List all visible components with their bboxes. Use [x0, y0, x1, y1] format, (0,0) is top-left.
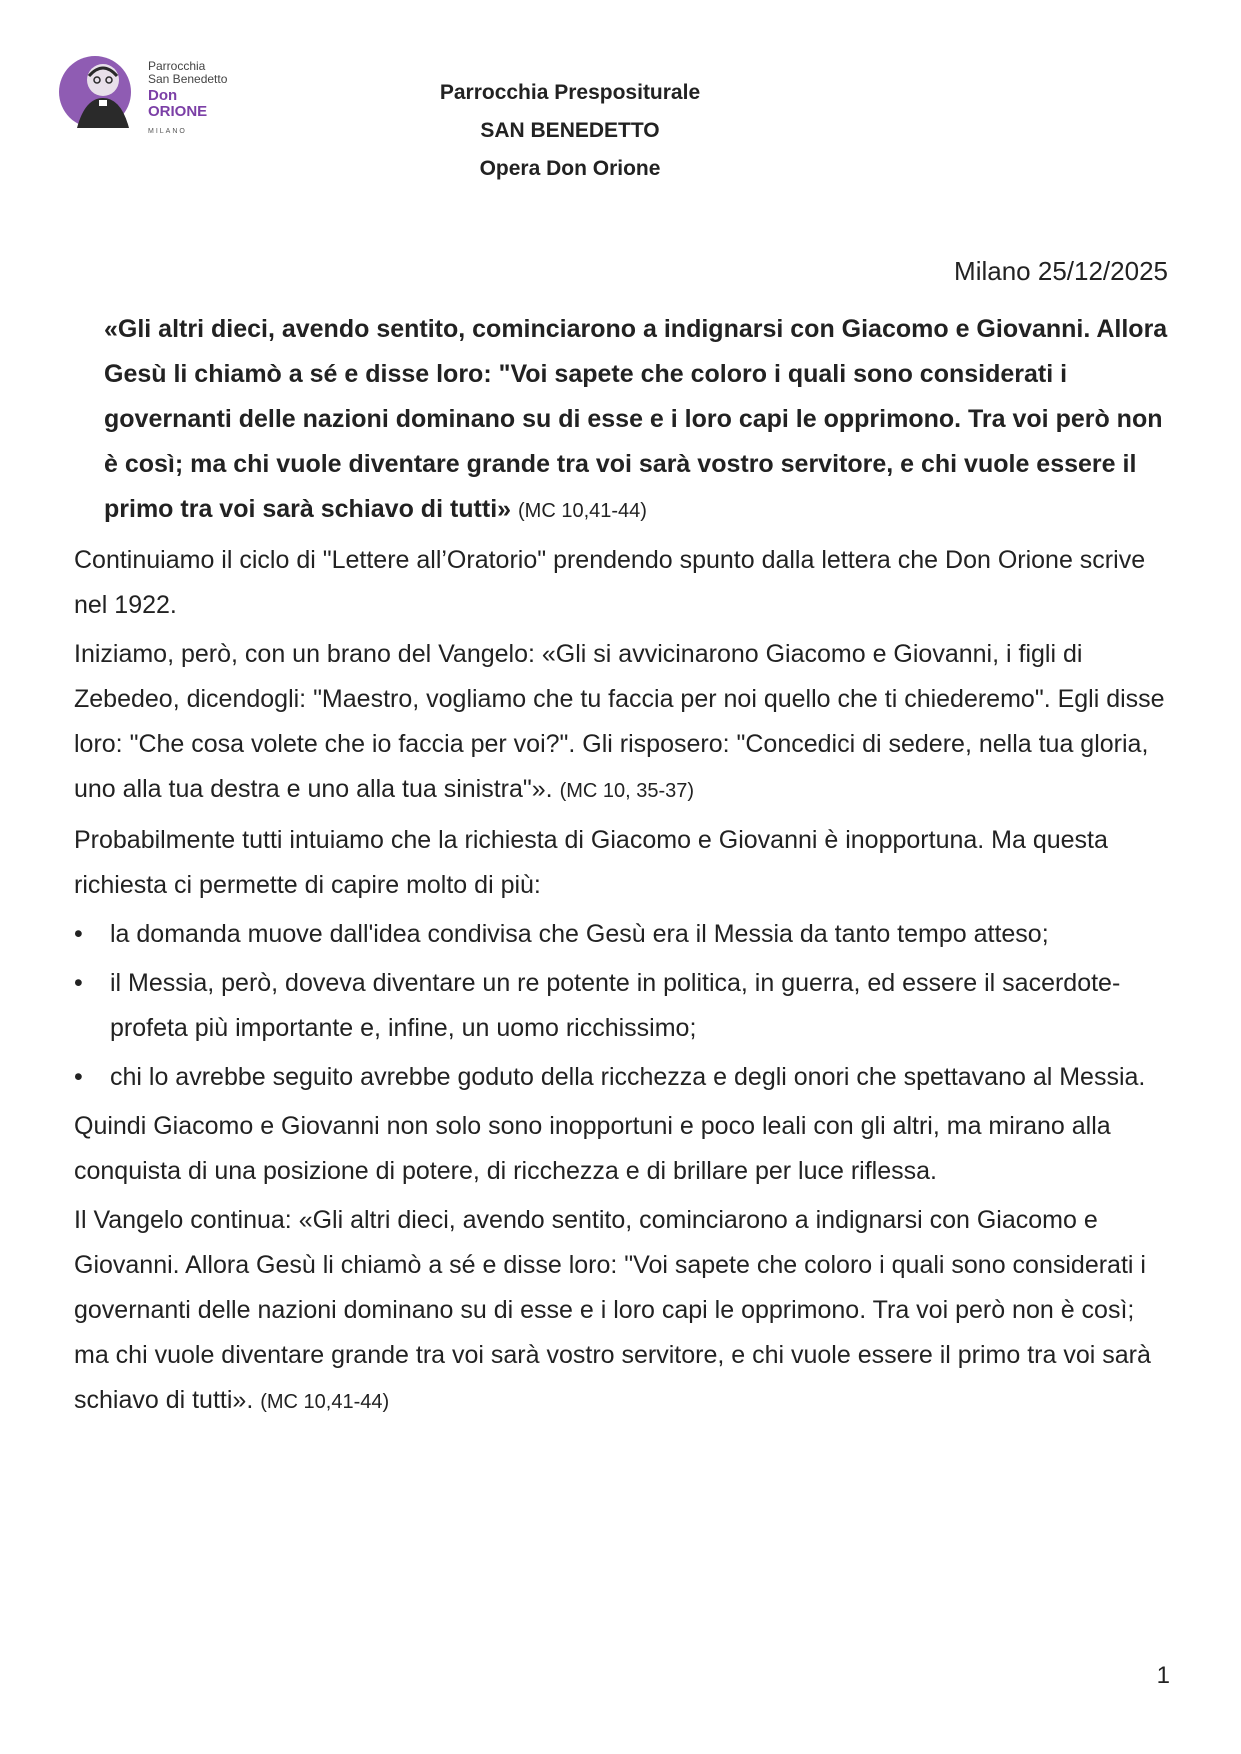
paragraph-gospel-passage	[74, 632, 1168, 814]
bullet-icon: •	[74, 969, 83, 997]
paragraph-request: Probabilmente tutti intuiamo che la richiesta di Giacomo e Giovanni è inopportuna. Ma questa richiesta ci permette di capire molto di più:	[74, 826, 1108, 899]
gospel-passage-reference: (MC 10, 35-37)	[559, 780, 695, 802]
logo-line-orione: ORIONE	[148, 103, 208, 120]
header-parish-name: SAN BENEDETTO	[480, 119, 660, 142]
opening-quote-text: «Gli altri dieci, avendo sentito, cominciarono a indignarsi con Giacomo e Giovanni. Allora Gesù li chiamò a sé e disse loro: "Voi sapete che coloro i quali sono considerati i governanti delle nazioni dominano su di esse e i loro capi le opprimono. Tra voi però non è così; ma chi vuole diventare grande tra voi sarà vostro servitore, e chi vuole essere il primo tra voi sarà schiavo di tutti»	[104, 315, 1168, 523]
logo-line-san-benedetto: San Benedetto	[148, 72, 228, 86]
parish-logo	[55, 50, 265, 145]
list-item	[74, 912, 1168, 957]
logo-line-milano: MILANO	[148, 128, 187, 135]
list-item-text: la domanda muove dall'idea condivisa che Gesù era il Messia da tanto tempo atteso;	[110, 920, 1049, 948]
opening-quote-reference: (MC 10,41-44)	[518, 500, 647, 522]
letter-header	[300, 74, 840, 188]
logo-text	[148, 60, 227, 138]
gospel-continues-reference: (MC 10,41-44)	[260, 1391, 390, 1413]
list-item	[74, 961, 1168, 1051]
logo-line-parrocchia: Parrocchia	[148, 59, 206, 73]
header-parish-type: Parrocchia Prespositurale	[439, 81, 701, 104]
bullet-list	[74, 912, 1168, 1100]
gospel-passage-text: Iniziamo, però, con un brano del Vangelo: «Gli si avvicinarono Giacomo e Giovanni, i figli di Zebedeo, dicendogli: "Maestro, vogliamo che tu faccia per noi quello che ti chiederemo". Egli disse loro: "Che cosa volete che io faccia per voi?". Gli risposero: "Concedici di sedere, nella tua gloria, uno alla tua destra e uno alla tua sinistra"».	[74, 640, 1165, 803]
bullet-icon: •	[74, 920, 83, 948]
list-item	[74, 1055, 1168, 1100]
paragraph-conclusion: Quindi Giacomo e Giovanni non solo sono inopportuni e poco leali con gli altri, ma mirano alla conquista di una posizione di potere, di ricchezza e di brillare per luce riflessa.	[74, 1112, 1111, 1185]
paragraph-intro: Continuiamo il ciclo di "Lettere all’Oratorio" prendendo spunto dalla lettera che Don Orione scrive nel 1922.	[74, 546, 1146, 619]
page-number: 1	[1156, 1662, 1170, 1689]
list-item-text: il Messia, però, doveva diventare un re potente in politica, in guerra, ed essere il sacerdote-profeta più importante e, infine, un uomo ricchissimo;	[110, 969, 1121, 1042]
paragraph-gospel-continues	[74, 1198, 1168, 1425]
letter-date: Milano 25/12/2025	[954, 256, 1168, 286]
bullet-icon: •	[74, 1063, 83, 1091]
logo-line-don: Don	[148, 87, 178, 104]
don-orione-portrait-icon	[55, 50, 145, 130]
header-organization: Opera Don Orione	[479, 157, 661, 180]
list-item-text: chi lo avrebbe seguito avrebbe goduto della ricchezza e degli onori che spettavano al Messia.	[110, 1063, 1146, 1091]
letter-body	[74, 307, 1168, 1429]
opening-quote	[104, 307, 1168, 534]
gospel-continues-text: Il Vangelo continua: «Gli altri dieci, avendo sentito, cominciarono a indignarsi con Giacomo e Giovanni. Allora Gesù li chiamò a sé e disse loro: "Voi sapete che coloro i quali sono considerati i governanti delle nazioni dominano su di esse e i loro capi le opprimono. Tra voi però non è così; ma chi vuole diventare grande tra voi sarà vostro servitore, e chi vuole essere il primo tra voi sarà schiavo di tutti».	[74, 1206, 1151, 1414]
